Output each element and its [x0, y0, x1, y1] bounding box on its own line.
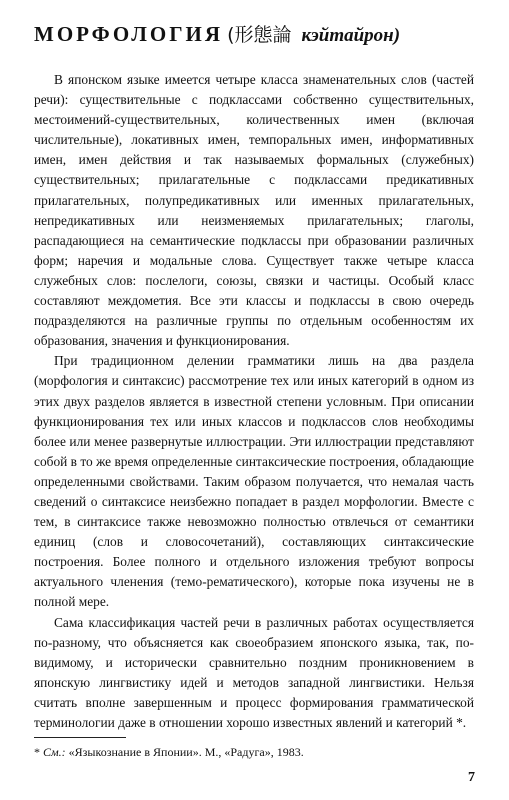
page-number: 7 — [468, 770, 475, 785]
footnote — [34, 744, 474, 760]
footnote-marker: * — [34, 745, 40, 759]
body-text — [34, 70, 474, 733]
heading-kanji: (形態論 — [227, 24, 292, 46]
paragraph-2: При традиционном делении грамматики лишь на два раздела (морфология и синтаксис) рассмотрение тех или иных категорий в одном из этих двух разделов является в известной степени условным. При описании функционирования тех или иных классов и подклассов слов необходимы более или менее развернутые иллюстрации. Эти иллюстрации представляют собой в то же время определенные синтаксические построения, обладающие определенными свойствами. Таким образом получается, что немалая часть сведений о синтаксисе неизбежно попадает в раздел морфологии. Вместе с тем, в синтаксисе также невозможно полностью отвлечься от семантики единиц (слов и словосочетаний), составляющих синтаксические построения. Более полного и отдельного изложения требуют вопросы актуального членения (темо-рематического), которые пока изучены не в полной мере. — [34, 353, 474, 610]
footnote-text: «Языкознание в Японии». М., «Радуга», 1983. — [68, 745, 304, 759]
heading-romaji: кэйтайрон) — [301, 25, 401, 46]
footnote-see-label: См.: — [43, 745, 66, 759]
section-heading — [34, 20, 474, 48]
heading-title: МОРФОЛОГИЯ — [34, 22, 224, 46]
footnote-divider — [34, 737, 126, 738]
paragraph-3: Сама классификация частей речи в различных работах осуществляется по-разному, что объясняется как своеобразием японского языка, так, по-видимому, и исторически сравнительно поздним проникновением в японскую лингвистику идей и методов западной лингвистики. Нельзя считать вполне завершенным и процесс формирования грамматической терминологии даже в отношении хорошо известных явлений и категорий *. — [34, 614, 474, 730]
paragraph-1: В японском языке имеется четыре класса знаменательных слов (частей речи): существительные с подклассами собственно существительных, местоимений-существительных, количественных имен (включая числительные), локативных имен, темпоральных имен, информативных имен, имен действия и так называемых формальных (служебных) существительных; прилагательные с подклассами предикативных прилагательных, полупредикативных или именных прилагательных, непредикативных или неизменяемых прилагательных; глаголы, распадающиеся на семантические подклассы при образовании различных форм; наречия и модальные слова. Существует также четыре класса служебных слов: послелоги, союзы, связки и частицы. Особый класс составляют междометия. Все эти классы и подклассы в свою очередь подразделяются на различные группы по отдельным особенностям их образования, значения и функционирования. — [34, 72, 474, 349]
